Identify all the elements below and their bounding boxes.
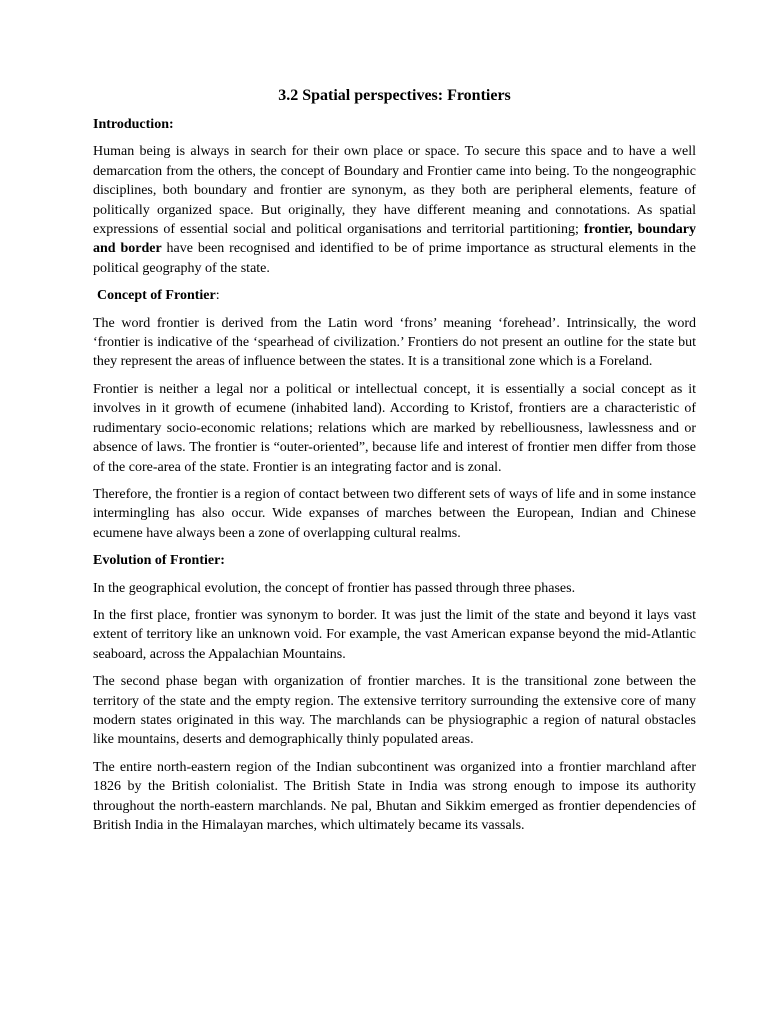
evolution-heading: Evolution of Frontier: [93, 553, 225, 569]
introduction-text-end: have been recognised and identified to be of prime importance as structural elements in the political geography of the state. [93, 241, 696, 276]
concept-paragraph-1: The word frontier is derived from the Latin word ‘frons’ meaning ‘forehead’. Intrinsically, the word ‘frontier is indicative of the ‘spearhead of civilization.’ Frontiers do not present an outline for the state but they represent the areas of influence between the states. It is a transitional zone which is a Foreland. [93, 315, 696, 370]
evolution-paragraph-3: The second phase began with organization of frontier marches. It is the transitional zone between the territory of the state and the empty region. The extensive territory surrounding the extensive core of many modern states originated in this way. The marchlands can be physiographic a region of natural obstacles like mountains, deserts and demographically thinly populated areas. [93, 674, 696, 748]
page-title: 3.2 Spatial perspectives: Frontiers [278, 87, 511, 104]
concept-paragraph-3: Therefore, the frontier is a region of contact between two different sets of ways of life and in some instance intermingling has also occur. Wide expanses of marches between the European, Indian and Chinese ecumene have always been a zone of overlapping cultural realms. [93, 486, 696, 541]
introduction-bold-terms: frontier, boundary and border [93, 222, 696, 257]
introduction-text-start: Human being is always in search for their own place or space. To secure this space and to have a well demarcation from the others, the concept of Boundary and Frontier came into being. To the nongeographic disciplines, both boundary and frontier are synonym, as they both are peripheral elements, feature of politically organized space. But originally, they have different meaning and connotations. As spatial expressions of essential social and political organisations and territorial partitioning; [93, 144, 696, 238]
evolution-paragraph-4: The entire north-eastern region of the Indian subcontinent was organized into a frontier marchland after 1826 by the British colonialist. The British State in India was strong enough to impose its authority throughout the north-eastern marchlands. Ne pal, Bhutan and Sikkim emerged as frontier dependencies of British India in the Himalayan marches, which ultimately became its vassals. [93, 759, 696, 833]
evolution-paragraph-1: In the geographical evolution, the concept of frontier has passed through three phases. [93, 580, 576, 596]
concept-heading-colon: : [215, 288, 220, 304]
evolution-paragraph-2: In the first place, frontier was synonym to border. It was just the limit of the state and beyond it lays vast extent of territory like an unknown void. For example, the vast American expanse beyond the mid-Atlantic seaboard, across the Appalachian Mountains. [93, 607, 696, 662]
introduction-paragraph [93, 142, 696, 278]
concept-heading [93, 286, 696, 305]
introduction-heading: Introduction: [93, 117, 174, 132]
concept-paragraph-2: Frontier is neither a legal nor a political or intellectual concept, it is essentially a social concept as it involves in it growth of ecumene (inhabited land). According to Kristof, frontiers are a characteristic of rudimentary socio-economic relations; relations which are marked by rebelliousness, lawlessness and or absence of laws. The frontier is “outer-oriented”, because life and interest of frontier men differ from those of the core-area of the state. Frontier is an integrating factor and is zonal. [93, 381, 696, 475]
document-page [93, 85, 696, 843]
concept-heading-text: Concept of Frontier [97, 288, 216, 304]
